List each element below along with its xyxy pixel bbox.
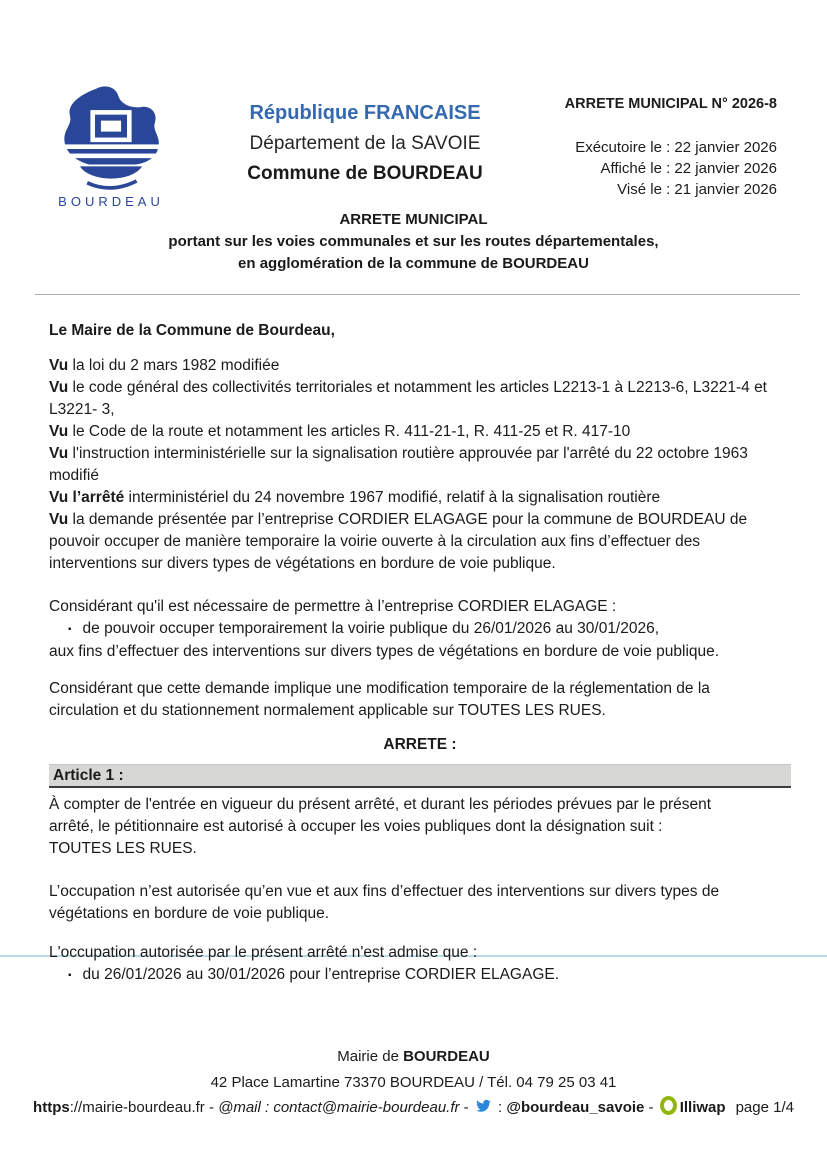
considering-clause-2-cont: circulation et du stationnement normalement applicable sur TOUTES LES RUES. bbox=[49, 702, 606, 719]
occupation-purpose-text: végétations en bordure de voie publique. bbox=[49, 905, 330, 922]
square-bullet-icon: ▪ bbox=[68, 970, 72, 981]
occupation-period-bullet: ▪ du 26/01/2026 au 30/01/2026 pour l’entreprise CORDIER ELAGAGE. bbox=[68, 966, 560, 983]
visa-date: Visé le : 21 janvier 2026 bbox=[617, 181, 777, 198]
executory-date: Exécutoire le : 22 janvier 2026 bbox=[575, 139, 777, 156]
vu-clause: Vu la demande présentée par l’entreprise CORDIER ELAGAGE pour la commune de BOURDEAU de bbox=[49, 511, 748, 528]
document-footer bbox=[0, 1046, 827, 1120]
vu-clause: modifié bbox=[49, 467, 99, 484]
square-bullet-icon: ▪ bbox=[68, 624, 72, 635]
footer-address-line: 42 Place Lamartine 73370 BOURDEAU / Tél. 04 79 25 03 41 bbox=[210, 1074, 617, 1091]
decree-subtitle bbox=[0, 209, 827, 275]
logo-caption: BOURDEAU bbox=[58, 194, 164, 209]
article-1-heading: Article 1 : bbox=[49, 764, 791, 788]
decree-dates bbox=[565, 137, 777, 200]
considering-clause-1-cont: aux fins d’effectuer des interventions sur divers types de végétations en bordure de voie publique. bbox=[49, 643, 720, 660]
decree-heading: ARRETE : bbox=[383, 736, 457, 753]
article-1-text: arrêté, le pétitionnaire est autorisé à occuper les voies publiques dont la désignation suit : bbox=[49, 818, 663, 835]
vu-clause: Vu l'instruction interministérielle sur la signalisation routière approuvée par l'arrêté du 22 octobre 1963 bbox=[49, 445, 748, 462]
vu-clause: Vu la loi du 2 mars 1982 modifiée bbox=[49, 357, 280, 374]
footer-url-scheme: https bbox=[33, 1099, 70, 1116]
vu-clause: Vu le code général des collectivités territoriales et notamment les articles L2213-1 à L2213-6, L3221-4 et bbox=[49, 379, 767, 396]
decree-reference-block bbox=[565, 96, 777, 200]
occupation-purpose-text: L’occupation n’est autorisée qu’en vue et aux fins d’effectuer des interventions sur divers types de bbox=[49, 883, 720, 900]
illiwap-label: Illiwap bbox=[679, 1099, 726, 1116]
considering-clause-2: Considérant que cette demande implique une modification temporaire de la réglementation de la bbox=[49, 680, 710, 697]
vu-clause: Vu l’arrêté interministériel du 24 novembre 1967 modifié, relatif à la signalisation routière bbox=[49, 489, 661, 506]
department-title: Département de la SAVOIE bbox=[249, 133, 481, 154]
footer-email: @mail : contact@mairie-bourdeau.fr bbox=[218, 1099, 460, 1116]
footer-mairie-line: Mairie de BOURDEAU bbox=[337, 1048, 490, 1065]
twitter-bird-icon bbox=[474, 1098, 493, 1114]
vu-clause: pouvoir occuper de manière temporaire la voirie ouverte à la circulation aux fins d’effectuer des bbox=[49, 533, 701, 550]
footer-contact-line: https://mairie-bourdeau.fr - @mail : contact@mairie-bourdeau.fr - : @bourdeau_savoie - Illiwap page 1/4 bbox=[0, 1096, 827, 1120]
commune-logo bbox=[52, 84, 170, 209]
footer-url: ://mairie-bourdeau.fr - bbox=[69, 1099, 219, 1116]
article-1-text: TOUTES LES RUES. bbox=[49, 840, 197, 857]
bourdeau-logo-icon bbox=[55, 84, 167, 192]
illiwap-ring-icon bbox=[660, 1096, 677, 1115]
decree-number: ARRETE MUNICIPAL N° 2026-8 bbox=[564, 96, 777, 112]
page-number: page 1/4 bbox=[735, 1099, 794, 1116]
header-divider bbox=[35, 294, 800, 295]
subtitle-line-2: portant sur les voies communales et sur les routes départementales, bbox=[168, 233, 659, 250]
vu-clause: L3221- 3, bbox=[49, 401, 115, 418]
article-1-text: À compter de l'entrée en vigueur du présent arrêté, et durant les périodes prévues par le présent bbox=[49, 796, 712, 813]
occupation-period-text: L'occupation autorisée par le présent arrêté n'est admise que : bbox=[49, 944, 478, 961]
considering-clause-1: Considérant qu'il est nécessaire de permettre à l’entreprise CORDIER ELAGAGE : bbox=[49, 598, 617, 615]
subtitle-line-1: ARRETE MUNICIPAL bbox=[339, 211, 488, 228]
twitter-handle: @bourdeau_savoie bbox=[506, 1099, 645, 1116]
vu-clause: interventions sur divers types de végétations en bordure de voie publique. bbox=[49, 555, 556, 572]
posted-date: Affiché le : 22 janvier 2026 bbox=[600, 160, 777, 177]
salutation: Le Maire de la Commune de Bourdeau, bbox=[49, 322, 335, 339]
commune-title: Commune de BOURDEAU bbox=[247, 163, 483, 184]
subtitle-line-3: en agglomération de la commune de BOURDEAU bbox=[238, 255, 589, 272]
decree-body bbox=[49, 320, 791, 987]
document-titles bbox=[200, 98, 530, 189]
vu-clause: Vu le Code de la route et notamment les articles R. 411-21-1, R. 411-25 et R. 417-10 bbox=[49, 423, 631, 440]
considering-bullet-item: ▪ de pouvoir occuper temporairement la voirie publique du 26/01/2026 au 30/01/2026, bbox=[68, 620, 660, 637]
republic-title: République FRANCAISE bbox=[249, 102, 481, 124]
